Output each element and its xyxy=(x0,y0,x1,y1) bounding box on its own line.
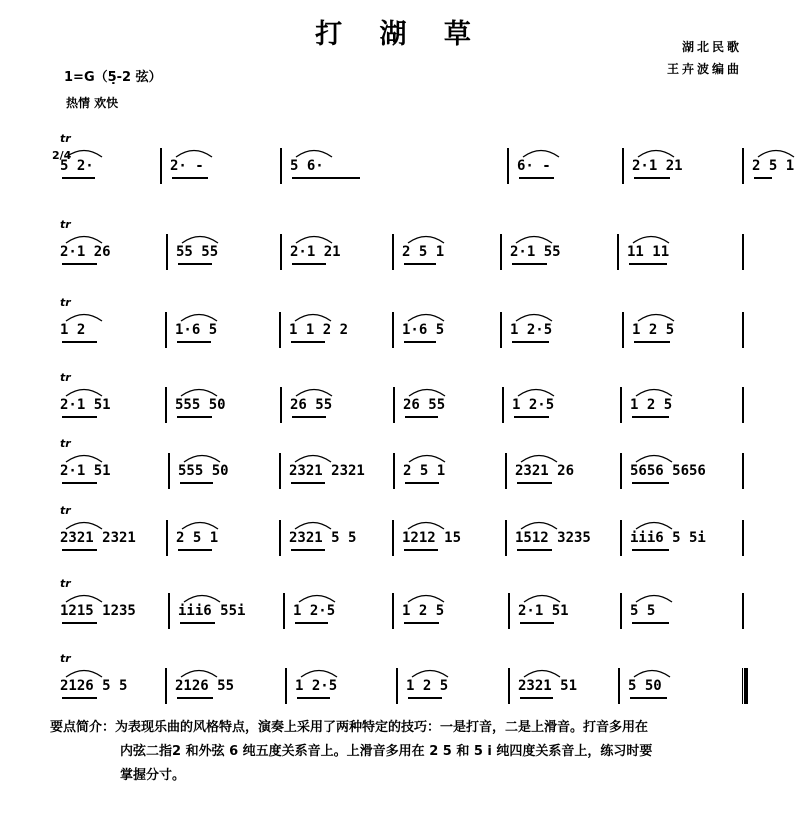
slur-mark xyxy=(634,451,674,463)
beam-line xyxy=(404,263,436,265)
measure-notes: 555 50 xyxy=(178,463,229,479)
beam-line xyxy=(517,549,552,551)
beam-line xyxy=(520,697,553,699)
barline xyxy=(742,148,744,184)
slur-mark xyxy=(634,591,674,603)
slur-mark xyxy=(406,310,446,322)
beam-line xyxy=(62,416,97,418)
measure-notes: 1 2·5 xyxy=(510,322,553,338)
barline xyxy=(392,593,394,629)
notes-line-1: 要点简介：为表现乐曲的风格特点，演奏上采用了两种特定的技巧：一是打音，二是上滑音。打音多用在 xyxy=(50,720,649,735)
barline xyxy=(502,387,504,423)
beam-line xyxy=(62,177,95,179)
barline xyxy=(280,148,282,184)
slur-mark xyxy=(634,385,674,397)
slur-mark xyxy=(522,666,562,678)
slur-mark xyxy=(294,385,334,397)
measure-notes: 5 50 xyxy=(628,678,662,694)
beam-line xyxy=(630,697,667,699)
beam-line xyxy=(180,622,215,624)
slur-mark xyxy=(64,591,104,603)
barline xyxy=(505,453,507,489)
beam-line xyxy=(62,549,97,551)
measure-notes: 2·1 51 xyxy=(518,603,569,619)
barline xyxy=(393,387,395,423)
barline xyxy=(620,520,622,556)
barline xyxy=(742,312,744,348)
barline xyxy=(508,593,510,629)
measure-notes: 555 50 xyxy=(175,397,226,413)
score-row xyxy=(0,577,800,663)
slur-mark xyxy=(522,591,562,603)
slur-mark xyxy=(293,310,333,322)
score-row xyxy=(0,218,800,304)
slur-mark xyxy=(406,518,446,530)
slur-mark xyxy=(64,451,104,463)
slur-mark xyxy=(514,310,554,322)
barline xyxy=(285,668,287,704)
beam-line xyxy=(180,482,213,484)
beam-line xyxy=(404,622,439,624)
measure-notes: iii6 5 5i xyxy=(630,530,706,546)
arranger-credit: 王卉波编曲 xyxy=(666,62,742,76)
barline xyxy=(165,312,167,348)
song-origin: 湖北民歌 xyxy=(681,40,742,54)
slur-mark xyxy=(407,385,447,397)
score-row xyxy=(0,371,800,457)
barline xyxy=(279,312,281,348)
barline xyxy=(622,312,624,348)
measure-notes: 2321 2321 xyxy=(60,530,136,546)
measure-notes: 1 2·5 xyxy=(293,603,336,619)
barline xyxy=(620,593,622,629)
measure-notes: 2 5 1 xyxy=(176,530,219,546)
slur-mark xyxy=(756,146,796,158)
barline xyxy=(505,520,507,556)
beam-line xyxy=(62,263,97,265)
beam-line xyxy=(172,177,208,179)
measure-notes: 2 5 1 xyxy=(402,244,445,260)
beam-line xyxy=(292,416,326,418)
barline xyxy=(507,148,509,184)
slur-mark xyxy=(631,232,671,244)
beam-line xyxy=(177,697,213,699)
barline xyxy=(620,453,622,489)
beam-line xyxy=(292,177,360,179)
beam-line xyxy=(297,697,330,699)
trill-mark: tr xyxy=(60,371,71,384)
slur-mark xyxy=(299,666,339,678)
beam-line xyxy=(62,697,97,699)
measure-notes: 2321 51 xyxy=(518,678,578,694)
beam-line xyxy=(632,622,669,624)
page-title: 打 湖 草 xyxy=(315,19,485,50)
slur-mark xyxy=(410,666,450,678)
beam-line xyxy=(512,263,547,265)
beam-line xyxy=(405,482,439,484)
notes-line-2: 内弦二指2 和外弦 6 纯五度关系音上。上滑音多用在 2 5 和 5 i 纯四度关系音上，练习时要 xyxy=(120,744,653,759)
trill-mark: tr xyxy=(60,218,71,231)
trill-mark: tr xyxy=(60,577,71,590)
beam-line xyxy=(517,482,552,484)
key-signature: 1=G（5̣-2 弦） xyxy=(64,70,162,85)
slur-mark xyxy=(64,518,104,530)
barline xyxy=(392,234,394,270)
measure-notes: 2321 2321 xyxy=(289,463,365,479)
measure-notes: 5 2· xyxy=(60,158,94,174)
beam-line xyxy=(408,697,442,699)
beam-line xyxy=(520,622,554,624)
barline xyxy=(742,387,744,423)
barline xyxy=(742,234,744,270)
barline xyxy=(620,387,622,423)
slur-mark xyxy=(174,146,214,158)
barline xyxy=(618,668,620,704)
slur-mark xyxy=(294,232,334,244)
slur-mark xyxy=(182,591,222,603)
measure-notes: 2·1 51 xyxy=(60,397,111,413)
barline xyxy=(279,520,281,556)
measure-notes: 1512 3235 xyxy=(515,530,591,546)
barline xyxy=(500,312,502,348)
barline xyxy=(166,234,168,270)
measure-notes: 1 2·5 xyxy=(295,678,338,694)
measure-notes: 1 2 5 xyxy=(632,322,675,338)
beam-line xyxy=(295,622,328,624)
measure-notes: 2·1 55 xyxy=(510,244,561,260)
measure-notes: 2 5 1 xyxy=(403,463,446,479)
measure-notes: 2·1 21 xyxy=(632,158,683,174)
slur-mark xyxy=(64,385,104,397)
barline xyxy=(165,668,167,704)
beam-line xyxy=(632,549,669,551)
slur-mark xyxy=(182,451,222,463)
slur-mark xyxy=(64,310,104,322)
beam-line xyxy=(292,263,326,265)
measure-notes: 26 55 xyxy=(290,397,333,413)
slur-mark xyxy=(179,310,219,322)
measure-notes: 1·6 5 xyxy=(402,322,445,338)
measure-notes: 1 2 5 xyxy=(630,397,673,413)
barline xyxy=(393,453,395,489)
measure-notes: 2 5 1 xyxy=(752,158,795,174)
measure-notes: iii6 55i xyxy=(178,603,246,619)
measure-notes: 55 55 xyxy=(176,244,219,260)
measure-notes: 1 2 xyxy=(60,322,86,338)
barline xyxy=(280,234,282,270)
measure-notes: 2· - xyxy=(170,158,204,174)
barline xyxy=(622,148,624,184)
measure-notes: 1 2 5 xyxy=(402,603,445,619)
beam-line xyxy=(632,416,669,418)
measure-notes: 2126 5 5 xyxy=(60,678,128,694)
barline xyxy=(168,453,170,489)
trill-mark: tr xyxy=(60,652,71,665)
measure-notes: 5 5 xyxy=(630,603,656,619)
measure-notes: 5 6· xyxy=(290,158,324,174)
slur-mark xyxy=(293,518,333,530)
slur-mark xyxy=(179,385,219,397)
beam-line xyxy=(629,263,667,265)
slur-mark xyxy=(293,451,333,463)
measure-notes: 1212 15 xyxy=(402,530,462,546)
beam-line xyxy=(62,622,97,624)
measure-notes: 1·6 5 xyxy=(175,322,218,338)
slur-mark xyxy=(406,591,446,603)
beam-line xyxy=(754,177,772,179)
beam-line xyxy=(632,482,669,484)
barline xyxy=(392,312,394,348)
slur-mark xyxy=(632,666,672,678)
beam-line xyxy=(514,416,549,418)
tempo-marking: 热情 欢快 xyxy=(66,96,119,110)
barline xyxy=(742,593,744,629)
notes-line-3: 掌握分寸。 xyxy=(120,768,186,783)
measure-notes: 2·1 21 xyxy=(290,244,341,260)
trill-mark: tr xyxy=(60,437,71,450)
slur-mark xyxy=(407,451,447,463)
final-barline xyxy=(742,668,748,704)
measure-notes: 5656 5656 xyxy=(630,463,706,479)
beam-line xyxy=(178,263,212,265)
measure-notes: 2·1 51 xyxy=(60,463,111,479)
slur-mark xyxy=(64,232,104,244)
beam-line xyxy=(404,341,436,343)
time-signature: 2/4 xyxy=(52,149,72,162)
barline xyxy=(160,148,162,184)
barline xyxy=(617,234,619,270)
measure-notes: 1 2·5 xyxy=(512,397,555,413)
barline xyxy=(283,593,285,629)
beam-line xyxy=(405,416,438,418)
beam-line xyxy=(177,416,212,418)
slur-mark xyxy=(297,591,337,603)
slur-mark xyxy=(636,146,676,158)
slur-mark xyxy=(294,146,334,158)
measure-notes: 6· - xyxy=(517,158,551,174)
barline xyxy=(742,520,744,556)
beam-line xyxy=(512,341,549,343)
beam-line xyxy=(634,177,670,179)
barline xyxy=(742,453,744,489)
slur-mark xyxy=(519,451,559,463)
beam-line xyxy=(62,341,97,343)
barline xyxy=(396,668,398,704)
measure-notes: 11 11 xyxy=(627,244,670,260)
barline xyxy=(392,520,394,556)
beam-line xyxy=(291,341,325,343)
measure-notes: 2·1 26 xyxy=(60,244,111,260)
beam-line xyxy=(519,177,554,179)
slur-mark xyxy=(516,385,556,397)
barline xyxy=(165,387,167,423)
measure-notes: 1 1 2 2 xyxy=(289,322,349,338)
barline xyxy=(508,668,510,704)
barline xyxy=(168,593,170,629)
measure-notes: 2321 26 xyxy=(515,463,575,479)
measure-notes: 26 55 xyxy=(403,397,446,413)
score-row xyxy=(0,296,800,382)
slur-mark xyxy=(406,232,446,244)
trill-mark: tr xyxy=(60,132,71,145)
score-row xyxy=(0,437,800,523)
slur-mark xyxy=(521,146,561,158)
measure-notes: 2321 5 5 xyxy=(289,530,357,546)
slur-mark xyxy=(179,666,219,678)
measure-notes: 1215 1235 xyxy=(60,603,136,619)
score-row xyxy=(0,504,800,590)
beam-line xyxy=(291,482,325,484)
slur-mark xyxy=(634,518,674,530)
beam-line xyxy=(177,341,211,343)
slur-mark xyxy=(514,232,554,244)
beam-line xyxy=(291,549,325,551)
barline xyxy=(279,453,281,489)
slur-mark xyxy=(180,518,220,530)
beam-line xyxy=(62,482,97,484)
trill-mark: tr xyxy=(60,504,71,517)
beam-line xyxy=(178,549,212,551)
performance-notes xyxy=(50,716,750,788)
slur-mark xyxy=(519,518,559,530)
beam-line xyxy=(634,341,670,343)
barline xyxy=(166,520,168,556)
slur-mark xyxy=(636,310,676,322)
trill-mark: tr xyxy=(60,296,71,309)
measure-notes: 2126 55 xyxy=(175,678,235,694)
slur-mark xyxy=(180,232,220,244)
measure-notes: 1 2 5 xyxy=(406,678,449,694)
barline xyxy=(500,234,502,270)
slur-mark xyxy=(64,666,104,678)
barline xyxy=(280,387,282,423)
beam-line xyxy=(404,549,438,551)
